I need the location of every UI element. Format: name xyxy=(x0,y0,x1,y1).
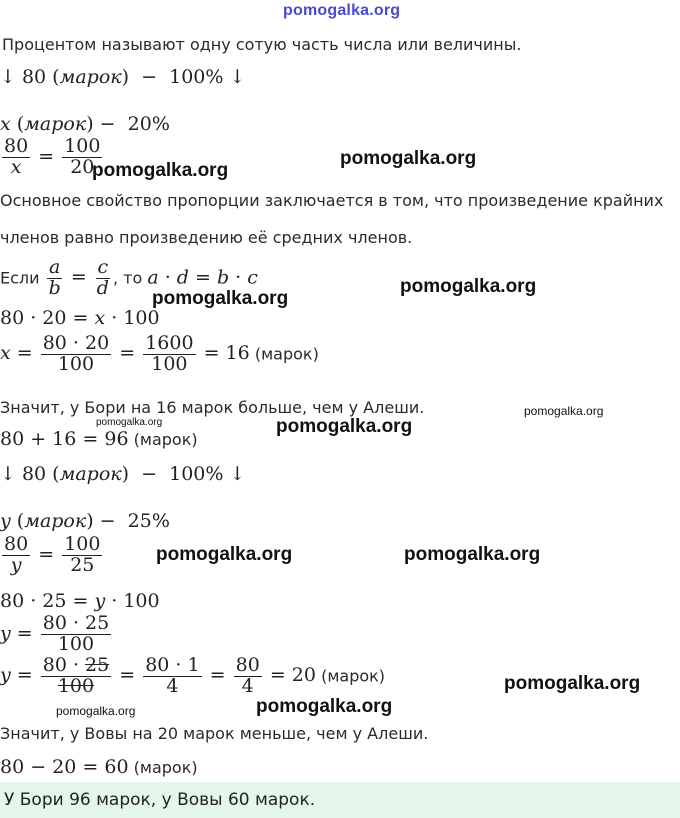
site-logo: pomogalka.org xyxy=(283,2,401,19)
proportion-row-1: ↓ 80 (марок) − 100% ↓ xyxy=(0,66,246,88)
answer-text: У Бори 96 марок, у Вовы 60 марок. xyxy=(4,790,316,810)
watermark: pomogalka.org xyxy=(404,544,541,565)
conclusion-vovy: Значит, у Вовы на 20 марок меньше, чем у Алеши. xyxy=(0,724,429,743)
equation-difference: 80 − 20 = 60 (марок) xyxy=(0,756,198,778)
conclusion-bori: Значит, у Бори на 16 марок больше, чем у Алеши. xyxy=(0,398,425,417)
equation-cross-2: 80 · 25 = y · 100 xyxy=(0,590,160,612)
watermark: pomogalka.org xyxy=(96,417,163,428)
equation-ratio-1: $\frac{80}{x}$ = $\frac{100}{20}$ xyxy=(4,135,101,178)
watermark: pomogalka.org xyxy=(340,148,477,169)
property-formula: Если $\frac{a}{b}$ = $\frac{c}{d}$ , то a · d = b · c xyxy=(0,256,258,299)
watermark: pomogalka.org xyxy=(156,544,293,565)
watermark: pomogalka.org xyxy=(152,288,289,309)
watermark: pomogalka.org xyxy=(256,696,393,717)
equation-ratio-2: $\frac{80}{y}$ = $\frac{100}{25}$ xyxy=(4,533,101,576)
equation-cross-1: 80 · 20 = x · 100 xyxy=(0,307,160,329)
equation-solve-x: x = $\frac{80 \cdot 20}{100}$ = $\frac{1600}{100}$ = 16 (марок) xyxy=(0,332,319,375)
watermark: pomogalka.org xyxy=(400,276,537,297)
property-text-line-2: членов равно произведению её средних членов. xyxy=(0,228,413,247)
intro-text: Процентом называют одну сотую часть числа или величины. xyxy=(2,35,522,54)
proportion-row-2: x (марок) − 20% xyxy=(0,113,170,135)
proportion-row-4: y (марок) − 25% xyxy=(0,510,170,532)
watermark: pomogalka.org xyxy=(504,673,641,694)
equation-solve-y-1: y = $\frac{80 \cdot 25}{100}$ xyxy=(0,612,110,655)
equation-solve-y-2: y = $\frac{80 \cdot 25}{100}$ = $\frac{80 \cdot 1}{4}$ = $\frac{80}{4}$ = 20 (марок) xyxy=(0,654,386,697)
equation-sum: 80 + 16 = 96 (марок) xyxy=(0,428,198,450)
property-text-line-1: Основное свойство пропорции заключается в том, что произведение крайних xyxy=(0,191,664,210)
watermark: pomogalka.org xyxy=(56,704,136,718)
watermark: pomogalka.org xyxy=(524,404,604,418)
watermark: pomogalka.org xyxy=(276,416,413,437)
watermark: pomogalka.org xyxy=(92,160,229,181)
proportion-row-3: ↓ 80 (марок) − 100% ↓ xyxy=(0,463,246,485)
answer-box xyxy=(0,782,680,818)
